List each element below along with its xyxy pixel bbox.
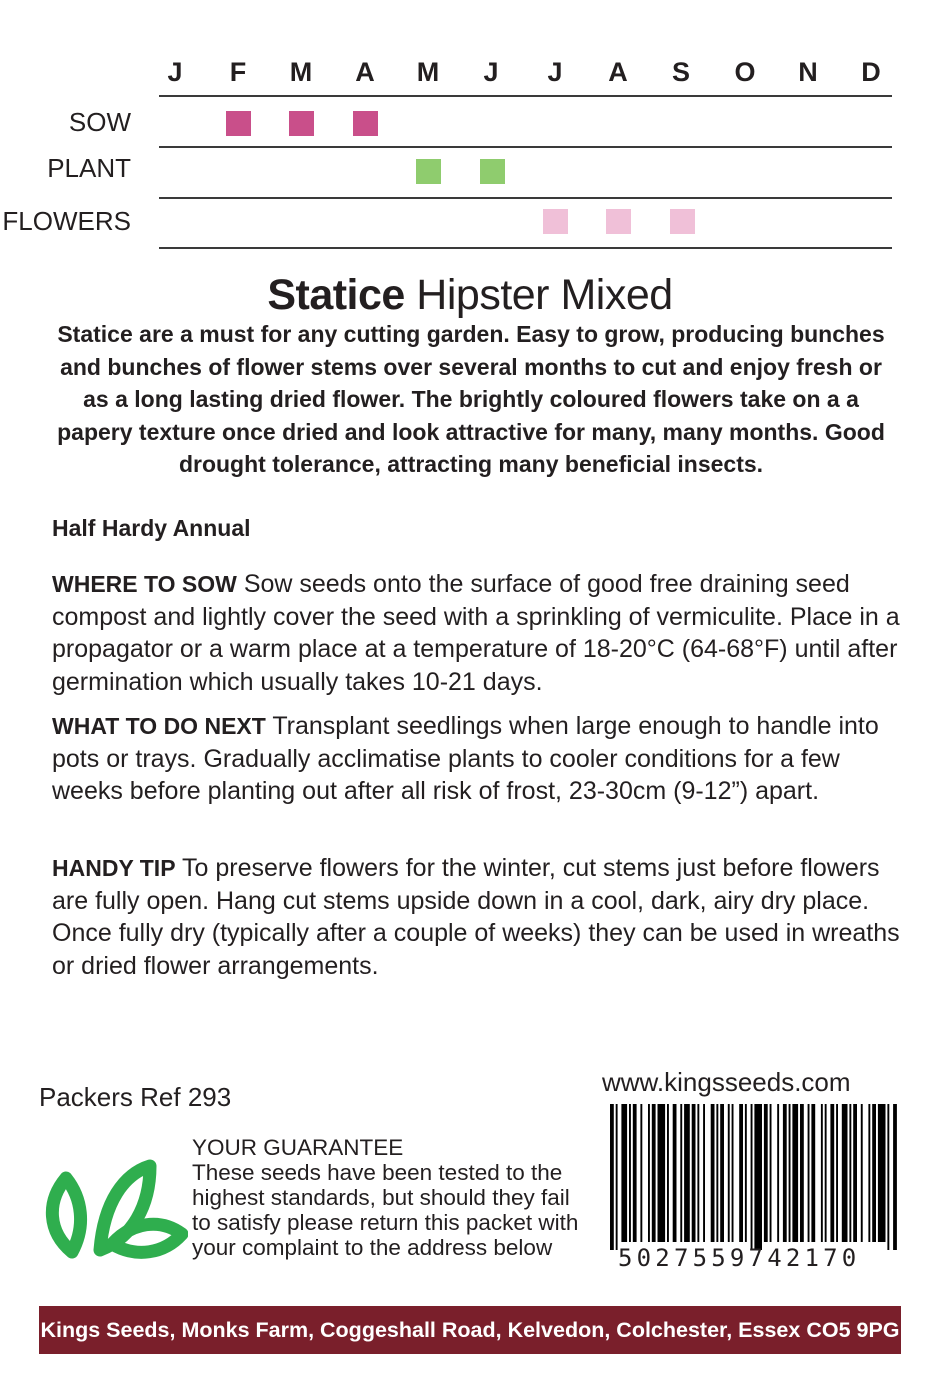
month-label: A bbox=[608, 57, 628, 87]
barcode-bar bbox=[853, 1104, 857, 1242]
barcode-bar bbox=[764, 1104, 768, 1242]
website-link[interactable]: www.kingsseeds.com bbox=[602, 1067, 851, 1097]
barcode-bar bbox=[811, 1104, 815, 1242]
section-handy-tip bbox=[52, 852, 902, 982]
barcode-bar bbox=[673, 1104, 677, 1242]
barcode-bar bbox=[825, 1104, 827, 1242]
barcode-number: 5027559742170 bbox=[618, 1244, 861, 1272]
calendar-cell-sow bbox=[289, 111, 314, 136]
barcode-bar bbox=[716, 1104, 718, 1242]
barcode-image bbox=[608, 1104, 898, 1250]
month-label: J bbox=[483, 57, 499, 87]
barcode-bar bbox=[621, 1104, 627, 1242]
barcode-bar bbox=[610, 1104, 614, 1250]
barcode-bar bbox=[777, 1104, 779, 1242]
barcode-bar bbox=[789, 1104, 791, 1242]
month-label: D bbox=[861, 57, 881, 87]
month-label: J bbox=[167, 57, 183, 87]
calendar-row-label-plant: PLANT bbox=[47, 153, 131, 183]
leaf-logo-icon bbox=[42, 1156, 188, 1260]
barcode-bar bbox=[633, 1104, 637, 1242]
barcode-bar bbox=[667, 1104, 669, 1242]
calendar-cell-plant bbox=[480, 159, 505, 184]
month-header bbox=[143, 56, 903, 88]
calendar-divider bbox=[159, 247, 892, 249]
month-label: M bbox=[416, 57, 440, 87]
plant-type: Half Hardy Annual bbox=[52, 515, 251, 541]
barcode-bar bbox=[658, 1104, 666, 1242]
barcode-bar bbox=[684, 1104, 690, 1242]
barcode-bar bbox=[754, 1104, 762, 1250]
month-label: N bbox=[798, 57, 818, 87]
month-label: O bbox=[734, 57, 756, 87]
address-bar: Kings Seeds, Monks Farm, Coggeshall Road, Kelvedon, Colchester, Essex CO5 9PG bbox=[39, 1306, 901, 1354]
barcode-bar bbox=[872, 1104, 876, 1242]
barcode-bar bbox=[739, 1104, 743, 1242]
barcode-bar bbox=[697, 1104, 699, 1242]
guarantee-title: YOUR GUARANTEE bbox=[192, 1135, 404, 1160]
page-title bbox=[0, 270, 940, 320]
calendar-cell-flowers bbox=[670, 209, 695, 234]
guarantee-block bbox=[192, 1135, 582, 1260]
calendar-cell-flowers bbox=[543, 209, 568, 234]
barcode-bar bbox=[680, 1104, 682, 1242]
barcode-bar bbox=[842, 1104, 848, 1242]
calendar-cell-flowers bbox=[606, 209, 631, 234]
section-heading: WHAT TO DO NEXT bbox=[52, 713, 266, 739]
barcode-bar bbox=[616, 1104, 618, 1250]
barcode-bar bbox=[652, 1104, 656, 1242]
barcode-bar bbox=[836, 1104, 838, 1242]
barcode-bar bbox=[629, 1104, 631, 1242]
barcode-bar bbox=[648, 1104, 650, 1242]
packers-ref: Packers Ref 293 bbox=[39, 1082, 232, 1112]
title-rest: Hipster Mixed bbox=[416, 271, 673, 319]
calendar-divider bbox=[159, 146, 892, 148]
barcode-bar bbox=[821, 1104, 823, 1242]
calendar-cell-sow bbox=[226, 111, 251, 136]
barcode-bar bbox=[830, 1104, 834, 1242]
calendar-cell-sow bbox=[353, 111, 378, 136]
calendar-cell-plant bbox=[416, 159, 441, 184]
calendar-row-label-flowers: FLOWERS bbox=[2, 206, 131, 236]
barcode-bar bbox=[893, 1104, 897, 1250]
section-what-to-do-next bbox=[52, 710, 902, 808]
section-text: To preserve flowers for the winter, cut stems just before flowers are fully open. Hang cut stems upside down in a cool, dark, airy dry place. Once fully dry (typically after a couple of weeks) they can be used in wreaths or dried flower arrangements. bbox=[52, 854, 900, 980]
barcode-bar bbox=[770, 1104, 772, 1242]
barcode-bar bbox=[849, 1104, 851, 1242]
section-heading: HANDY TIP bbox=[52, 855, 176, 881]
barcode-bar bbox=[728, 1104, 730, 1242]
barcode-bar bbox=[878, 1104, 886, 1242]
section-text: Transplant seedlings when large enough to handle into pots or trays. Gradually acclimatise plants to cooler conditions for a few weeks before planting out after all risk of frost, 23-30cm (9-12”) apart. bbox=[52, 712, 879, 805]
guarantee-text: These seeds have been tested to the highest standards, but should they fail to satisfy please return this packet with your complaint to the address below bbox=[192, 1160, 579, 1260]
barcode-bar bbox=[792, 1104, 798, 1242]
barcode-bar bbox=[640, 1104, 642, 1242]
barcode-bar bbox=[887, 1104, 889, 1250]
title-bold: Statice bbox=[267, 271, 405, 319]
barcode-bar bbox=[720, 1104, 724, 1242]
calendar-row-label-sow: SOW bbox=[68, 107, 131, 137]
month-label: F bbox=[229, 57, 247, 87]
barcode-bar bbox=[732, 1104, 734, 1242]
barcode-bar bbox=[711, 1104, 715, 1242]
intro-paragraph: Statice are a must for any cutting garden. Easy to grow, producing bunches and bunches of flower stems over several months to cut and enjoy fresh or as a long lasting dried flower. The brightly coloured flowers take on a a papery texture once dried and look attractive for many, many months. Good drought tolerance, attracting many beneficial insects. bbox=[57, 321, 885, 477]
barcode-bar bbox=[783, 1104, 787, 1242]
barcode-bar bbox=[751, 1104, 753, 1250]
month-label: J bbox=[547, 57, 563, 87]
month-label: A bbox=[355, 57, 375, 87]
barcode-bar bbox=[692, 1104, 696, 1242]
month-label: S bbox=[671, 57, 690, 87]
barcode-bar bbox=[861, 1104, 863, 1242]
section-text: Sow seeds onto the surface of good free draining seed compost and lightly cover the seed with a sprinkling of vermiculite. Place in a propagator or a warm place at a temperature of 18-20°C (64-68°F) until after germination which usually takes 10-21 days. bbox=[52, 570, 900, 696]
barcode-bar bbox=[703, 1104, 705, 1242]
month-label: M bbox=[289, 57, 313, 87]
calendar-divider bbox=[159, 95, 892, 97]
barcode-bar bbox=[868, 1104, 870, 1242]
barcode-bar bbox=[745, 1104, 747, 1242]
calendar-divider bbox=[159, 197, 892, 199]
barcode-bar bbox=[808, 1104, 810, 1242]
section-where-to-sow bbox=[52, 568, 902, 698]
section-heading: WHERE TO SOW bbox=[52, 571, 237, 597]
barcode-bar bbox=[800, 1104, 804, 1242]
